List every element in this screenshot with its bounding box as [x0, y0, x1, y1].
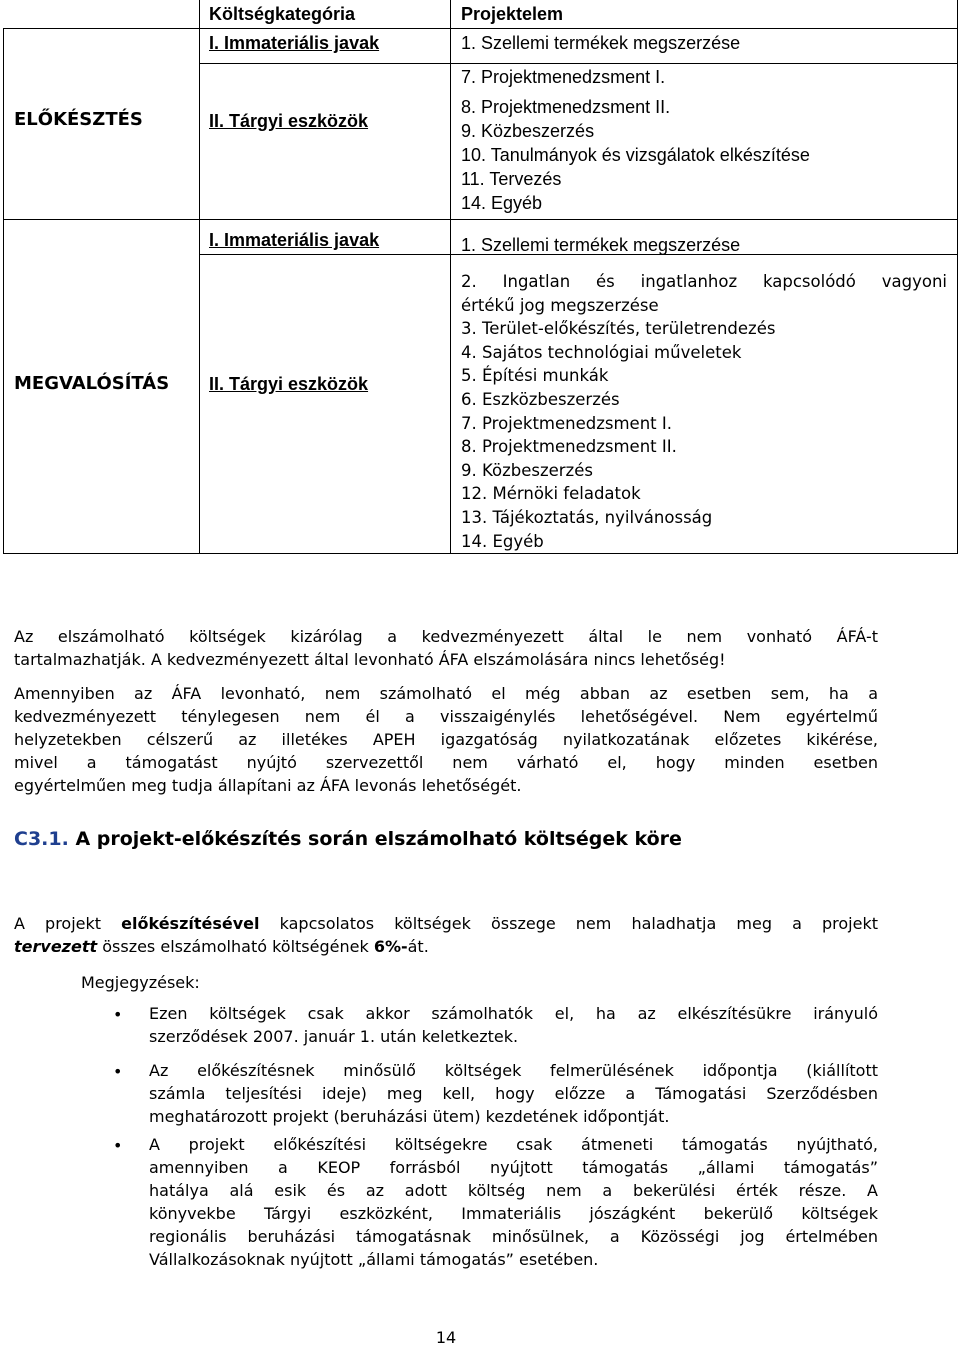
text-line: könyvekbe Tárgyi eszközként, Immateriális jószágként bekerülő költségek [149, 1204, 878, 1223]
list-item: 9. Közbeszerzés [461, 460, 593, 480]
text-run-bold: 6%- [373, 937, 408, 956]
notes-label: Megjegyzések: [81, 973, 200, 992]
header-project-element: Projektelem [461, 4, 564, 24]
list-item: 7. Projektmenedzsment I. [461, 67, 666, 87]
text-line: Az elszámolható költségek kizárólag a kedvezményezett által le nem vonható ÁFÁ-t [14, 627, 878, 646]
text-run: összes elszámolható költségének [97, 937, 374, 956]
row4-items [461, 270, 947, 553]
row3-item: 1. Szellemi termékek megszerzése [461, 235, 741, 255]
text-line: Ezen költségek csak akkor számolhatók el, ha az elkészítésükre irányuló [149, 1004, 878, 1023]
list-item: 7. Projektmenedzsment I. [461, 413, 672, 433]
list-item: 3. Terület-előkészítés, területrendezés [461, 319, 776, 339]
section-heading [14, 826, 682, 852]
text-line [14, 937, 878, 956]
text-line: meghatározott projekt (beruházási ütem) kezdetének időpontját. [149, 1107, 670, 1126]
list-item: 9. Közbeszerzés [461, 121, 595, 141]
text-line: mivel a támogatást nyújtó szervezettől nem várható el, hogy minden esetben [14, 753, 878, 772]
bullet-icon: • [113, 1062, 123, 1081]
list-item: 5. Építési munkák [461, 366, 609, 386]
text-line: regionális beruházási támogatásnak minősülnek, a Közösségi jog értelmében [149, 1227, 878, 1246]
text-line: Amennyiben az ÁFA levonható, nem számolható el még abban az esetben sem, ha a [14, 684, 878, 703]
list-item: 12. Mérnöki feladatok [461, 484, 641, 504]
text-run: A projekt [14, 914, 122, 933]
text-line: A projekt előkészítési költségekre csak átmeneti támogatás nyújtható, [149, 1135, 878, 1154]
list-item: 8. Projektmenedzsment II. [461, 97, 671, 117]
phase-preparation: ELŐKÉSZTÉS [14, 109, 143, 130]
row3-category: I. Immateriális javak [209, 230, 380, 250]
header-cost-category: Költségkategória [209, 4, 356, 24]
bullet-icon: • [113, 1005, 123, 1024]
row2-items [461, 65, 810, 215]
section-title: A projekt-előkészítés során elszámolható költségek köre [75, 828, 682, 850]
text-run-bold: előkészítésével [121, 914, 260, 933]
page-number: 14 [435, 1328, 457, 1347]
text-line: egyértelműen meg tudja állapítani az ÁFA levonás lehetőségét. [14, 776, 522, 795]
section-number: C3.1. [14, 828, 69, 850]
text-line: szerződések 2007. január 1. után keletkeztek. [149, 1027, 519, 1046]
text-run: kapcsolatos költségek összege nem haladhatja meg a projekt [259, 914, 878, 933]
list-item: 13. Tájékoztatás, nyilvánosság [461, 507, 713, 527]
text-line: Az előkészítésnek minősülő költségek felmerülésének időpontja (kiállított [149, 1061, 878, 1080]
text-line [14, 914, 878, 933]
list-item: 11. Tervezés [461, 169, 562, 189]
row1-category: I. Immateriális javak [209, 33, 380, 53]
row2-category: II. Tárgyi eszközök [209, 111, 369, 131]
text-line: hatálya alá esik és az adott költség nem a bekerülési érték része. A [149, 1181, 878, 1200]
list-item: 14. Egyéb [461, 193, 543, 213]
text-line: helyzetekben célszerű az illetékes APEH igazgatóság nyilatkozatának előzetes kikérése, [14, 730, 878, 749]
list-item: 14. Egyéb [461, 531, 544, 551]
text-line: számla teljesítési ideje) meg kell, hogy előzze a Támogatási Szerződésben [149, 1084, 878, 1103]
phase-implementation: MEGVALÓSÍTÁS [14, 373, 170, 394]
list-item: 6. Eszközbeszerzés [461, 389, 620, 409]
text-line: kedvezményezett ténylegesen nem él a visszaigénylés lehetőségével. Nem egyértelmű [14, 707, 878, 726]
list-item: 4. Sajátos technológiai műveletek [461, 342, 742, 362]
text-run: át. [407, 937, 429, 956]
text-run-bold-italic: tervezett [14, 937, 98, 956]
row4-category: II. Tárgyi eszközök [209, 374, 369, 394]
list-item: 2. Ingatlan és ingatlanhoz kapcsolódó vagyoni [461, 272, 947, 291]
list-item: 8. Projektmenedzsment II. [461, 437, 677, 457]
text-line: tartalmazhatják. A kedvezményezett által levonható ÁFA elszámolására nincs lehetőség! [14, 650, 726, 669]
row1-item: 1. Szellemi termékek megszerzése [461, 33, 741, 53]
bullet-icon: • [113, 1136, 123, 1155]
list-item-cont: értékű jog megszerzése [461, 295, 659, 315]
text-line: Vállalkozásoknak nyújtott „állami támogatás” esetében. [149, 1250, 599, 1269]
text-line: amennyiben a KEOP forrásból nyújtott támogatás „állami támogatás” [149, 1158, 878, 1177]
list-item: 10. Tanulmányok és vizsgálatok elkészítése [461, 145, 810, 165]
